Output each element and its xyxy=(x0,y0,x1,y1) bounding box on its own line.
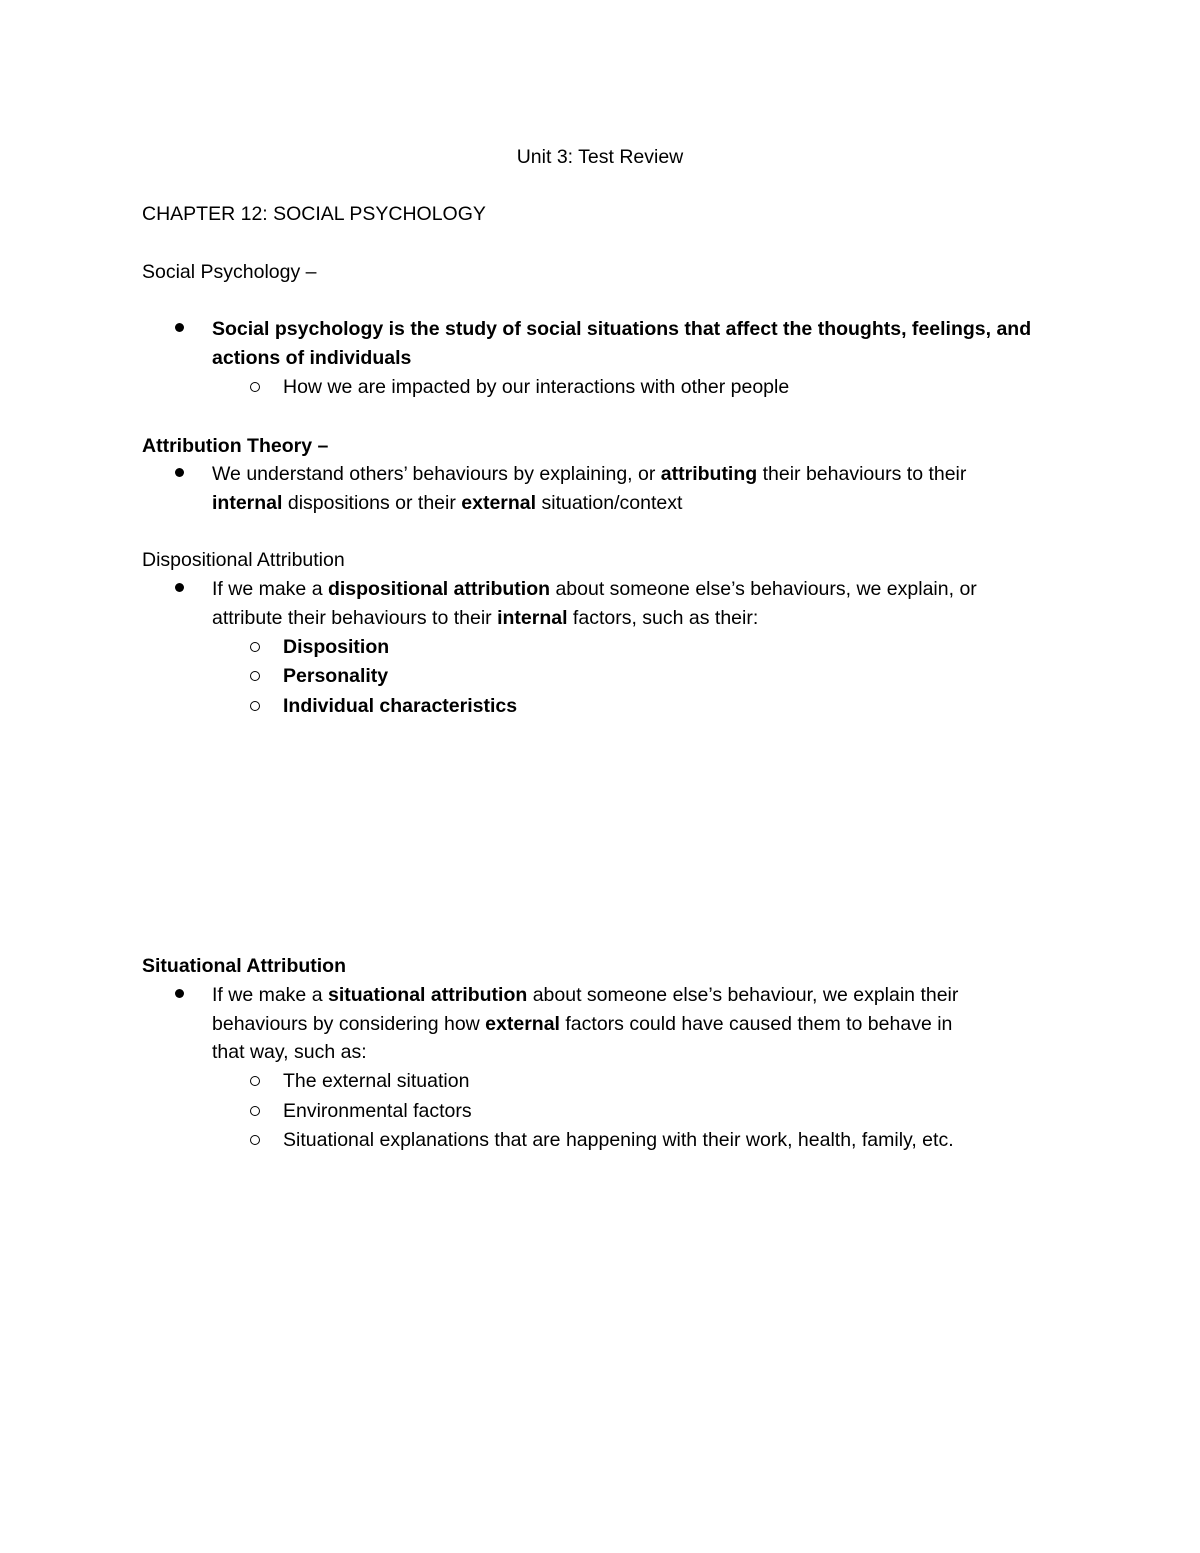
sub-bullet-icon xyxy=(250,1076,260,1086)
text-run: their behaviours to their xyxy=(757,463,967,485)
text-run: behaviours by considering how xyxy=(212,1013,486,1035)
text-run: situation/context xyxy=(536,492,683,514)
dispositional-item-personality: Personality xyxy=(283,665,389,687)
text-run: about someone else’s behaviours, we explain, or xyxy=(550,578,977,600)
document-title: Unit 3: Test Review xyxy=(516,146,684,168)
section-heading-situational-attribution: Situational Attribution xyxy=(142,955,346,977)
emphasis-external: external xyxy=(461,492,537,514)
sub-bullet-icon xyxy=(250,1106,260,1116)
sub-bullet-icon xyxy=(250,382,260,392)
bullet-icon xyxy=(175,989,184,998)
situational-item-situational-explanations: Situational explanations that are happening with their work, health, family, etc. xyxy=(283,1129,954,1151)
social-psychology-definition-line-1: Social psychology is the study of social situations that affect the thoughts, feelings, and xyxy=(212,318,1032,340)
bullet-icon xyxy=(175,323,184,332)
section-heading-social-psychology: Social Psychology – xyxy=(142,261,317,283)
situational-item-environmental-factors: Environmental factors xyxy=(283,1100,472,1122)
text-run: If we make a xyxy=(212,578,328,600)
emphasis-dispositional-attribution: dispositional attribution xyxy=(327,578,551,600)
sub-bullet-icon xyxy=(250,671,260,681)
dispositional-line-2 xyxy=(212,605,758,631)
emphasis-situational-attribution: situational attribution xyxy=(327,984,528,1006)
situational-line-2 xyxy=(212,1011,952,1037)
section-heading-dispositional-attribution: Dispositional Attribution xyxy=(142,549,345,571)
emphasis-internal: internal xyxy=(497,607,568,629)
emphasis-external: external xyxy=(485,1013,560,1035)
situational-item-external-situation: The external situation xyxy=(283,1070,470,1092)
social-psychology-subpoint: How we are impacted by our interactions with other people xyxy=(283,376,790,398)
situational-line-3: that way, such as: xyxy=(212,1041,367,1063)
text-run: factors could have caused them to behave in xyxy=(559,1013,953,1035)
sub-bullet-icon xyxy=(250,701,260,711)
chapter-heading: CHAPTER 12: SOCIAL PSYCHOLOGY xyxy=(142,203,486,225)
bullet-icon xyxy=(175,583,184,592)
text-run: If we make a xyxy=(212,984,328,1006)
text-run: We understand others’ behaviours by explaining, or xyxy=(212,463,661,485)
sub-bullet-icon xyxy=(250,642,260,652)
text-run: dispositions or their xyxy=(282,492,462,514)
bullet-icon xyxy=(175,468,184,477)
emphasis-internal: internal xyxy=(212,492,283,514)
attribution-theory-line-1 xyxy=(212,461,966,487)
emphasis-attributing: attributing xyxy=(660,463,758,485)
dispositional-item-disposition: Disposition xyxy=(283,636,390,658)
dispositional-line-1 xyxy=(212,576,977,602)
section-heading-attribution-theory: Attribution Theory – xyxy=(142,435,329,457)
social-psychology-definition-line-2: actions of individuals xyxy=(212,347,412,369)
dispositional-item-individual-characteristics: Individual characteristics xyxy=(283,695,518,717)
text-run: attribute their behaviours to their xyxy=(212,607,498,629)
text-run: about someone else’s behaviour, we explain their xyxy=(527,984,959,1006)
sub-bullet-icon xyxy=(250,1135,260,1145)
attribution-theory-line-2 xyxy=(212,490,682,516)
situational-line-1 xyxy=(212,982,958,1008)
text-run: factors, such as their: xyxy=(567,607,759,629)
